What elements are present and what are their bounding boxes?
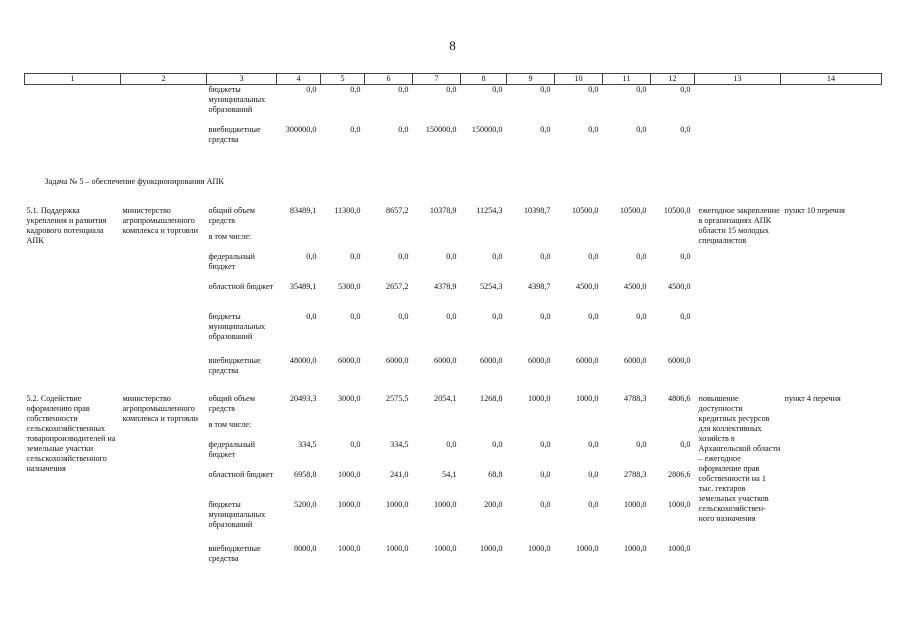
column-number-5: 5: [321, 74, 365, 85]
funding-source: [207, 312, 277, 356]
amount-cell: 0,0: [306, 85, 317, 94]
amount-cell: 150000,0: [425, 124, 457, 134]
empty-cell: [121, 85, 207, 125]
amount-cell: 0,0: [398, 251, 409, 261]
executor: министерство агропромышленного комплекса и торговли: [122, 205, 199, 235]
measure-name: 5.1. Поддержка укрепления и развития кадрового потенциала АПК: [26, 205, 107, 245]
funding-source-label: федеральный бюджет: [208, 251, 256, 271]
amount-cell: 241,0: [390, 469, 409, 479]
in-that-number-label: в том числе:: [208, 419, 252, 429]
funding-row: [25, 206, 882, 252]
amount-cell: 0,0: [540, 439, 551, 449]
amount-cell: 0,0: [446, 311, 457, 321]
measure-name: 5.2. Содействие оформлению прав собственности сельскохозяйственных товаропроизводителей на земельные участки сельскохозяйственного назначения: [26, 393, 116, 473]
amount-cell: 6000,0: [433, 355, 457, 365]
reference: пункт 4 перечня: [784, 393, 841, 403]
amount-cell: 0,0: [540, 251, 551, 261]
empty-cell: [695, 85, 781, 125]
amount-cell: 1000,0: [337, 499, 361, 509]
amount-cell: 0,0: [636, 124, 647, 134]
empty-cell: [25, 85, 121, 125]
amount-cell: 4500,0: [623, 281, 647, 291]
funding-source: [207, 500, 277, 544]
amount-cell: 0,0: [306, 251, 317, 261]
amount-cell: 0,0: [446, 439, 457, 449]
amount-cell: 6000,0: [623, 355, 647, 365]
amount-cell: 0,0: [350, 124, 361, 134]
amount-cell: 1000,0: [433, 543, 457, 553]
spacer-row: [25, 386, 882, 394]
amount-cell: 0,0: [398, 311, 409, 321]
amount-cell: 0,0: [588, 439, 599, 449]
column-number-4: 4: [277, 74, 321, 85]
funding-source: [207, 206, 277, 252]
amount-cell: 4788,3: [623, 393, 647, 403]
amount-cell: 300000,0: [285, 124, 317, 134]
amount-cell: 2575,5: [385, 393, 409, 403]
amount-cell: 1000,0: [385, 543, 409, 553]
amount-cell: 1268,8: [479, 393, 503, 403]
funding-source-label: бюджеты муниципальных образований: [208, 499, 266, 529]
amount-cell: 4806,6: [667, 393, 691, 403]
amount-cell: 10398,7: [523, 205, 551, 215]
funding-source-label: областной бюджет: [208, 281, 274, 291]
amount-cell: 1000,0: [575, 393, 599, 403]
amount-cell: 11254,3: [476, 205, 503, 215]
amount-cell: 6000,0: [385, 355, 409, 365]
amount-cell: 0,0: [588, 124, 599, 134]
amount-cell: 0,0: [446, 251, 457, 261]
amount-cell: 10500,0: [571, 205, 599, 215]
amount-cell: 5200,0: [293, 499, 317, 509]
amount-cell: 0,0: [350, 311, 361, 321]
amount-cell: 1000,0: [527, 543, 551, 553]
amount-cell: 0,0: [306, 311, 317, 321]
amount-cell: 10378,9: [429, 205, 457, 215]
amount-cell: 0,0: [636, 439, 647, 449]
empty-cell: [781, 85, 882, 125]
amount-cell: 0,0: [680, 439, 691, 449]
amount-cell: 0,0: [398, 85, 409, 94]
amount-cell: 10500,0: [663, 205, 691, 215]
amount-cell: 1000,0: [527, 393, 551, 403]
amount-cell: 0,0: [588, 499, 599, 509]
column-number-12: 12: [651, 74, 695, 85]
funding-source: бюджеты муниципальных образований: [208, 85, 266, 114]
expected-result: повышение доступности кредитных ресурсов для коллективных хозяйств в Архангельской области – ежегодное оформление прав собственности на 1 тыс. гектаров земельных участков сельскохозяйствен-ного назначения: [698, 393, 781, 523]
page-number: 8: [449, 38, 456, 53]
column-number-13: 13: [695, 74, 781, 85]
amount-cell: 3000,0: [337, 393, 361, 403]
column-number-2: 2: [121, 74, 207, 85]
amount-cell: 0,0: [636, 311, 647, 321]
amount-cell: 0,0: [636, 85, 647, 94]
amount-cell: 4500,0: [667, 281, 691, 291]
amount-cell: 0,0: [492, 251, 503, 261]
amount-cell: 0,0: [588, 251, 599, 261]
column-number-11: 11: [603, 74, 651, 85]
column-number-3: 3: [207, 74, 277, 85]
amount-cell: 2806,6: [667, 469, 691, 479]
amount-cell: 1000,0: [667, 499, 691, 509]
column-number-14: 14: [781, 74, 882, 85]
amount-cell: 0,0: [492, 311, 503, 321]
amount-cell: 1000,0: [385, 499, 409, 509]
reference: пункт 10 перечня: [784, 205, 845, 215]
amount-cell: 5300,0: [337, 281, 361, 291]
funding-source: [207, 356, 277, 386]
amount-cell: 0,0: [446, 85, 457, 94]
amount-cell: 4378,9: [433, 281, 457, 291]
amount-cell: 6000,0: [575, 355, 599, 365]
amount-cell: 0,0: [680, 124, 691, 134]
amount-cell: 0,0: [540, 499, 551, 509]
amount-cell: 83489,1: [289, 205, 317, 215]
amount-cell: 1000,0: [623, 499, 647, 509]
task-heading-row: [25, 159, 882, 206]
amount-cell: 334,5: [298, 439, 317, 449]
amount-cell: 0,0: [680, 251, 691, 261]
amount-cell: 2657,2: [385, 281, 409, 291]
amount-cell: 0,0: [588, 469, 599, 479]
amount-cell: 2788,3: [623, 469, 647, 479]
column-number-8: 8: [461, 74, 507, 85]
amount-cell: 8000,0: [293, 543, 317, 553]
column-number-9: 9: [507, 74, 555, 85]
funding-row: [25, 125, 882, 159]
amount-cell: 334,5: [390, 439, 409, 449]
amount-cell: 10500,0: [619, 205, 647, 215]
amount-cell: 11300,0: [334, 205, 361, 215]
amount-cell: 1000,0: [575, 543, 599, 553]
amount-cell: 6000,0: [337, 355, 361, 365]
funding-source: [207, 394, 277, 440]
amount-cell: 4398,7: [527, 281, 551, 291]
amount-cell: 1000,0: [337, 543, 361, 553]
amount-cell: 1000,0: [337, 469, 361, 479]
funding-source: [207, 544, 277, 574]
amount-cell: 6000,0: [479, 355, 503, 365]
amount-cell: 0,0: [540, 85, 551, 94]
funding-source: [207, 470, 277, 500]
funding-source-label: федеральный бюджет: [208, 439, 256, 459]
empty-cell: [781, 125, 882, 159]
funding-source-label: внебюджетные средства: [208, 355, 261, 375]
funding-source-label: внебюджетные средства: [208, 543, 261, 563]
funding-source: [207, 440, 277, 470]
empty-cell: [121, 125, 207, 159]
amount-cell: 4500,0: [575, 281, 599, 291]
empty-cell: [695, 125, 781, 159]
column-number-10: 10: [555, 74, 603, 85]
amount-cell: 0,0: [680, 311, 691, 321]
amount-cell: 0,0: [350, 439, 361, 449]
amount-cell: 1000,0: [667, 543, 691, 553]
amount-cell: 54,1: [442, 469, 457, 479]
amount-cell: 0,0: [540, 124, 551, 134]
amount-cell: 0,0: [540, 469, 551, 479]
amount-cell: 0,0: [350, 85, 361, 94]
funding-source-label: общий объем средств: [208, 205, 255, 225]
program-table: [24, 73, 882, 574]
column-number-1: 1: [25, 74, 121, 85]
amount-cell: 48000,0: [289, 355, 317, 365]
amount-cell: 1000,0: [623, 543, 647, 553]
amount-cell: 6958,8: [293, 469, 317, 479]
amount-cell: 5254,3: [479, 281, 503, 291]
amount-cell: 1000,0: [479, 543, 503, 553]
amount-cell: 0,0: [588, 85, 599, 94]
column-numbers-header: [25, 74, 882, 85]
funding-source-label: областной бюджет: [208, 469, 274, 479]
task-heading: Задача № 5 – обеспечение функционирования АПК: [44, 176, 224, 186]
amount-cell: 0,0: [540, 311, 551, 321]
amount-cell: 200,0: [484, 499, 503, 509]
amount-cell: 0,0: [636, 251, 647, 261]
amount-cell: 0,0: [680, 85, 691, 94]
amount-cell: 0,0: [492, 439, 503, 449]
amount-cell: 6000,0: [667, 355, 691, 365]
funding-source-label: общий объем средств: [208, 393, 255, 413]
column-number-6: 6: [365, 74, 413, 85]
funding-source-label: бюджеты муниципальных образований: [208, 311, 266, 341]
empty-cell: [25, 125, 121, 159]
amount-cell: 6000,0: [527, 355, 551, 365]
spacer-cell: [25, 386, 882, 394]
expected-result: ежегодное закрепление в организациях АПК области 15 молодых специалистов: [698, 205, 780, 245]
amount-cell: 8657,2: [385, 205, 409, 215]
amount-cell: 0,0: [492, 85, 503, 94]
amount-cell: 1000,0: [433, 499, 457, 509]
funding-source: [207, 252, 277, 282]
amount-cell: 68,8: [488, 469, 503, 479]
amount-cell: 20493,3: [289, 393, 317, 403]
funding-source: [207, 282, 277, 312]
amount-cell: 2054,1: [433, 393, 457, 403]
funding-source: внебюджетные средства: [208, 124, 261, 144]
column-number-7: 7: [413, 74, 461, 85]
in-that-number-label: в том числе:: [208, 231, 252, 241]
amount-cell: 0,0: [350, 251, 361, 261]
amount-cell: 35489,1: [289, 281, 317, 291]
funding-row: [25, 394, 882, 440]
funding-row: [25, 85, 882, 125]
amount-cell: 0,0: [398, 124, 409, 134]
amount-cell: 0,0: [588, 311, 599, 321]
amount-cell: 150000,0: [471, 124, 503, 134]
executor: министерство агропромышленного комплекса и торговли: [122, 393, 199, 423]
